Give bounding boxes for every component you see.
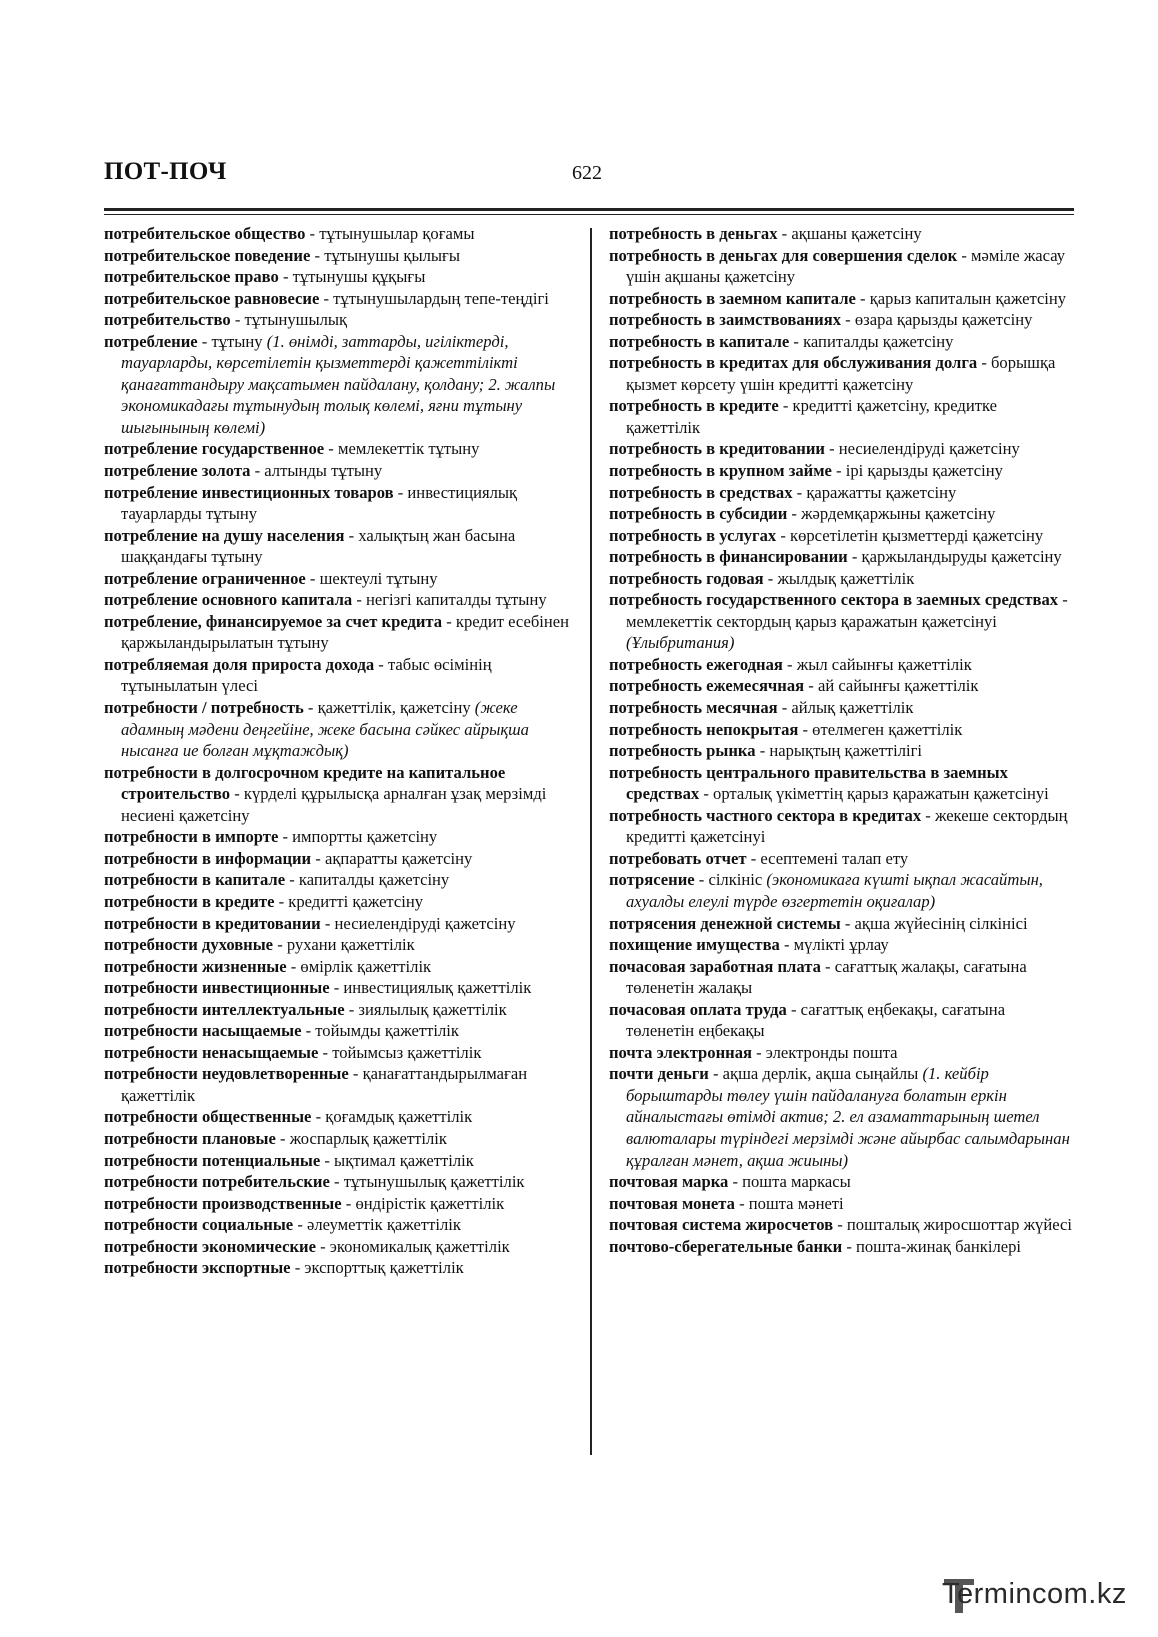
entry-note: (1. өнімді, заттарды, игіліктерді, тауарларды, көрсетілетін қызметтерді қажеттілікті қанағаттандыру мақсатымен пайдалану, қолдану; 2. жалпы экономикадағы тұтынудың толық көлемі, яғни тұтыну шығынының көлемі) xyxy=(121,331,556,437)
entry-definition: - тойымды қажеттілік xyxy=(301,1021,459,1041)
entry-definition: - рухани қажеттілік xyxy=(273,935,415,955)
entry-term: потребности в импорте xyxy=(104,827,279,847)
entry-term: потребность в субсидии xyxy=(609,504,788,524)
dictionary-entry xyxy=(104,288,570,310)
entry-term: потребности потенциальные xyxy=(104,1150,321,1170)
entry-definition: - пошталық жиросшоттар жүйесі xyxy=(833,1215,1072,1235)
dictionary-entry xyxy=(609,352,1075,395)
entry-definition: - импортты қажетсіну xyxy=(278,827,438,847)
entry-term: потребность в заемном капитале xyxy=(609,288,856,308)
entry-definition: - экспорттық қажеттілік xyxy=(290,1258,464,1278)
entry-term: потребность в средствах xyxy=(609,482,793,502)
entry-definition: - қоғамдық қажеттілік xyxy=(311,1107,473,1127)
entry-definition: - есептемені талап ету xyxy=(746,848,909,868)
entry-term: потребности потребительские xyxy=(104,1172,330,1192)
dictionary-entry xyxy=(609,223,1075,245)
dictionary-entry xyxy=(609,482,1075,504)
entry-term: потребности производственные xyxy=(104,1193,342,1213)
entry-definition: - шектеулі тұтыну xyxy=(305,568,438,588)
entry-term: почтовая монета xyxy=(609,1193,735,1213)
entry-term: потребительство xyxy=(104,310,231,330)
entry-term: почти деньги xyxy=(609,1064,709,1084)
entry-definition: - кредитті қажетсіну, кредитке қажеттілік xyxy=(626,396,997,437)
entry-term: потребительское общество xyxy=(104,224,306,243)
entry-term: потребление на душу населения xyxy=(104,525,345,545)
entry-definition: - сілкініс xyxy=(694,870,767,890)
entry-term: потребности социальные xyxy=(104,1215,294,1235)
entry-term: потребности насыщаемые xyxy=(104,1021,302,1041)
dictionary-entry xyxy=(104,913,570,935)
dictionary-column-right xyxy=(609,223,1075,1257)
dictionary-entry xyxy=(609,589,1075,654)
entry-term: потребности в капитале xyxy=(104,870,286,890)
dictionary-entry xyxy=(104,869,570,891)
dictionary-entry xyxy=(609,805,1075,848)
entry-definition: - электронды пошта xyxy=(751,1042,898,1062)
dictionary-entry xyxy=(609,438,1075,460)
header-rule xyxy=(104,208,1074,211)
entry-definition: - тұтыну xyxy=(197,331,267,351)
dictionary-entry xyxy=(104,654,570,697)
entry-term: потребности в кредите xyxy=(104,891,275,911)
dictionary-entry xyxy=(104,245,570,267)
entry-definition: - зиялылық қажеттілік xyxy=(344,999,507,1019)
entry-definition: - тұтынушылар қоғамы xyxy=(305,224,475,243)
entry-term: почасовая оплата труда xyxy=(609,999,787,1019)
entry-term: потребность ежегодная xyxy=(609,654,783,674)
entry-note: (экономикаға күшті ықпал жасайтын, ахуалды елеулі түрде өзгертетін оқиғалар) xyxy=(626,870,1043,911)
dictionary-entry xyxy=(104,1020,570,1042)
entry-term: потребность в кредите xyxy=(609,396,779,416)
entry-note: (жеке адамның мәдени деңгейіне, жеке басына сәйкес айрықша нысанға ие болған мұқтаждық) xyxy=(121,698,529,761)
page-number: 622 xyxy=(572,162,602,184)
entry-definition: - нарықтың қажеттілігі xyxy=(755,741,923,761)
entry-definition: - ақпаратты қажетсіну xyxy=(311,848,473,868)
entry-term: потребление золота xyxy=(104,461,251,481)
dictionary-entry xyxy=(104,1128,570,1150)
dictionary-entry xyxy=(104,1171,570,1193)
entry-definition: - несиелендіруді қажетсіну xyxy=(824,439,1020,459)
entry-definition: - ірі қарызды қажетсіну xyxy=(831,461,1003,481)
column-divider xyxy=(590,228,592,1455)
entry-definition: - тұтынушылық xyxy=(230,310,348,330)
entry-definition: - күрделі құрылысқа арналған ұзақ мерзімді несиені қажетсіну xyxy=(121,784,547,825)
dictionary-entry xyxy=(609,331,1075,353)
entry-definition: - мемлекеттік сектордың қарыз қаражатын қажетсінуі xyxy=(626,590,1068,631)
running-head: ПОТ-ПОЧ xyxy=(104,158,227,185)
entry-term: потребовать отчет xyxy=(609,848,747,868)
dictionary-entry xyxy=(104,223,570,245)
dictionary-entry xyxy=(609,245,1075,288)
dictionary-entry xyxy=(609,719,1075,741)
entry-definition: - ықтимал қажеттілік xyxy=(320,1150,474,1170)
entry-term: потребность частного сектора в кредитах xyxy=(609,805,922,825)
entry-definition: - несиелендіруді қажетсіну xyxy=(320,913,516,933)
entry-term: потребность в финансировании xyxy=(609,547,848,567)
dictionary-entry xyxy=(609,503,1075,525)
dictionary-entry xyxy=(609,1214,1075,1236)
entry-definition: - жыл сайынғы қажеттілік xyxy=(782,654,972,674)
dictionary-entry xyxy=(609,1042,1075,1064)
entry-definition: - кредит есебінен қаржыландырылатын тұтыну xyxy=(121,611,570,653)
dictionary-entry xyxy=(609,913,1075,935)
dictionary-entry xyxy=(104,331,570,439)
entry-term: потребность в кредитах для обслуживания долга xyxy=(609,353,978,373)
dictionary-entry xyxy=(104,1106,570,1128)
entry-term: похищение имущества xyxy=(609,935,780,955)
entry-definition: - қанағаттандырылмаған қажеттілік xyxy=(121,1064,528,1105)
entry-term: потребности в информации xyxy=(104,848,312,868)
entry-definition: - капиталды қажетсіну xyxy=(285,870,450,890)
entry-term: потребности в долгосрочном кредите на капитальное строительство xyxy=(104,762,506,804)
entry-definition: - қаржыландыруды қажетсіну xyxy=(847,547,1062,567)
dictionary-entry xyxy=(104,525,570,568)
entry-definition: - тұтынушы қылығы xyxy=(310,245,460,265)
entry-definition: - халықтың жан басына шаққандағы тұтыну xyxy=(121,525,516,567)
entry-definition: - жоспарлық қажеттілік xyxy=(275,1128,447,1148)
dictionary-entry xyxy=(104,1150,570,1172)
dictionary-entry xyxy=(104,482,570,525)
entry-definition: - айлық қажеттілік xyxy=(777,698,914,718)
entry-note: (Ұлыбритания) xyxy=(626,633,735,653)
entry-term: потрясение xyxy=(609,870,695,890)
entry-definition: - жылдық қажеттілік xyxy=(763,568,915,588)
entry-term: потребности экономические xyxy=(104,1236,316,1256)
entry-definition: - көрсетілетін қызметтерді қажетсіну xyxy=(776,525,1044,545)
dictionary-entry xyxy=(104,891,570,913)
dictionary-entry xyxy=(104,848,570,870)
entry-definition: - жәрдемқаржыны қажетсіну xyxy=(787,504,996,524)
entry-term: потребности духовные xyxy=(104,935,274,955)
dictionary-entry xyxy=(104,977,570,999)
entry-definition: - мәміле жасау үшін ақшаны қажетсіну xyxy=(626,245,1066,287)
entry-definition: - негізгі капиталды тұтыну xyxy=(352,590,547,610)
dictionary-entry xyxy=(609,740,1075,762)
dictionary-entry xyxy=(609,460,1075,482)
entry-term: потребление xyxy=(104,331,198,351)
dictionary-entry xyxy=(104,956,570,978)
entry-term: почасовая заработная плата xyxy=(609,956,821,976)
entry-definition: - өмірлік қажеттілік xyxy=(286,956,432,976)
entry-definition: - пошта мәнеті xyxy=(734,1193,844,1213)
entry-term: потребность в деньгах для совершения сделок xyxy=(609,245,958,265)
entry-term: потребность рынка xyxy=(609,741,756,761)
entry-definition: - орталық үкіметтің қарыз қаражатын қажетсінуі xyxy=(699,784,1049,804)
entry-term: почтово-сберегательные банки xyxy=(609,1236,843,1256)
dictionary-entry xyxy=(104,826,570,848)
dictionary-entry xyxy=(609,1193,1075,1215)
entry-definition: - өндірістік қажеттілік xyxy=(341,1193,505,1213)
entry-term: потребность непокрытая xyxy=(609,719,799,739)
entry-term: потребности плановые xyxy=(104,1128,276,1148)
dictionary-entry xyxy=(104,309,570,331)
entry-definition: - кредитті қажетсіну xyxy=(274,891,424,911)
entry-definition: - қарыз капиталын қажетсіну xyxy=(855,288,1067,308)
entry-definition: - тұтынушы құқығы xyxy=(278,267,426,287)
entry-term: потребление основного капитала xyxy=(104,590,353,610)
dictionary-entry xyxy=(609,654,1075,676)
dictionary-entry xyxy=(609,395,1075,438)
entry-term: потрясения денежной системы xyxy=(609,913,841,933)
entry-definition: - экономикалық қажеттілік xyxy=(315,1236,510,1256)
dictionary-entry xyxy=(104,1236,570,1258)
dictionary-entry xyxy=(609,1171,1075,1193)
entry-definition: - тұтынушылық қажеттілік xyxy=(329,1172,525,1192)
dictionary-entry xyxy=(104,999,570,1021)
entry-definition: - жекеше сектордың кредитті қажетсінуі xyxy=(626,805,1068,847)
entry-term: потребность в капитале xyxy=(609,331,790,351)
dictionary-entry xyxy=(104,568,570,590)
entry-term: почта электронная xyxy=(609,1042,752,1062)
entry-term: потребительское равновесие xyxy=(104,288,320,308)
entry-term: потребность месячная xyxy=(609,698,778,718)
entry-definition: - пошта маркасы xyxy=(728,1172,851,1192)
entry-term: потребности / потребность xyxy=(104,698,304,718)
entry-definition: - өзара қарызды қажетсіну xyxy=(841,310,1033,330)
entry-term: потребности экспортные xyxy=(104,1258,291,1278)
entry-definition: - ақша жүйесінің сілкінісі xyxy=(840,913,1028,933)
dictionary-entry xyxy=(609,288,1075,310)
entry-definition: - сағаттық еңбекақы, сағатына төленетін еңбекақы xyxy=(626,999,1006,1041)
dictionary-entry xyxy=(104,1042,570,1064)
entry-definition: - инвестициялық қажеттілік xyxy=(329,978,532,998)
dictionary-entry xyxy=(609,869,1075,912)
dictionary-entry xyxy=(609,848,1075,870)
entry-definition: - мемлекеттік тұтыну xyxy=(324,439,480,459)
entry-term: потребление инвестиционных товаров xyxy=(104,482,394,502)
watermark-text: Termincom.kz xyxy=(942,1578,1127,1610)
dictionary-entry xyxy=(104,460,570,482)
dictionary-entry xyxy=(609,309,1075,331)
entry-definition: - ақшаны қажетсіну xyxy=(777,224,922,243)
entry-term: потребительское поведение xyxy=(104,245,311,265)
dictionary-entry xyxy=(104,762,570,827)
entry-term: потребность центрального правительства в заемных средствах xyxy=(609,762,1008,804)
dictionary-entry xyxy=(104,611,570,654)
entry-term: потребности жизненные xyxy=(104,956,287,976)
dictionary-entry xyxy=(104,266,570,288)
entry-definition: - тойымсыз қажеттілік xyxy=(318,1042,482,1062)
entry-definition: - тұтынушылардың тепе-теңдігі xyxy=(319,288,549,308)
entry-term: почтовая система жиросчетов xyxy=(609,1215,834,1235)
entry-term: потребление ограниченное xyxy=(104,568,306,588)
dictionary-entry xyxy=(609,546,1075,568)
entry-term: потребности неудовлетворенные xyxy=(104,1064,349,1084)
dictionary-column-left xyxy=(104,223,570,1279)
dictionary-entry xyxy=(104,1257,570,1279)
dictionary-entry xyxy=(609,934,1075,956)
entry-definition: - сағаттық жалақы, сағатына төленетін жалақы xyxy=(626,956,1027,998)
entry-term: потребности в кредитовании xyxy=(104,913,321,933)
entry-term: потребность в заимствованиях xyxy=(609,310,842,330)
entry-definition: - ақша дерлік, ақша сыңайлы xyxy=(708,1064,923,1084)
entry-term: потребность государственного сектора в заемных средствах xyxy=(609,590,1059,610)
entry-note: (1. кейбір борыштарды төлеу үшін пайдалануға болатын еркін айналыстағы өтімді актив; 2. ел азаматтарының шетел валюталары түріндегі мерзімді және айырбас салымдарынан құралған мәнет, ақша жиыны) xyxy=(626,1064,1070,1170)
dictionary-entry xyxy=(104,589,570,611)
entry-term: потребность годовая xyxy=(609,568,764,588)
entry-term: потребности инвестиционные xyxy=(104,978,330,998)
entry-term: потребность в деньгах xyxy=(609,224,778,243)
entry-definition: - әлеуметтік қажеттілік xyxy=(293,1215,461,1235)
dictionary-entry xyxy=(104,934,570,956)
dictionary-entry xyxy=(609,1236,1075,1258)
dictionary-entry xyxy=(609,1063,1075,1171)
entry-term: потребности общественные xyxy=(104,1107,312,1127)
entry-definition: - өтелмеген қажеттілік xyxy=(798,719,963,739)
dictionary-entry xyxy=(104,1193,570,1215)
dictionary-entry xyxy=(609,525,1075,547)
entry-term: почтовая марка xyxy=(609,1172,729,1192)
entry-definition: - пошта-жинақ банкілері xyxy=(842,1236,1022,1256)
entry-term: потребность ежемесячная xyxy=(609,676,805,696)
dictionary-entry xyxy=(609,568,1075,590)
entry-term: потребительское право xyxy=(104,267,279,287)
entry-definition: - мүлікті ұрлау xyxy=(779,935,889,955)
entry-definition: - борышқа қызмет көрсету үшін кредитті қажетсіну xyxy=(626,353,1056,394)
dictionary-entry xyxy=(104,1063,570,1106)
entry-definition: - ай сайынғы қажеттілік xyxy=(804,676,979,696)
entry-term: потребность в кредитовании xyxy=(609,439,825,459)
dictionary-entry xyxy=(104,438,570,460)
entry-term: потребности ненасыщаемые xyxy=(104,1042,319,1062)
entry-term: потребности интеллектуальные xyxy=(104,999,345,1019)
dictionary-entry xyxy=(609,762,1075,805)
entry-definition: - табыс өсімінің тұтынылатын үлесі xyxy=(121,654,492,696)
dictionary-entry xyxy=(609,956,1075,999)
entry-definition: - капиталды қажетсіну xyxy=(789,331,954,351)
dictionary-entry xyxy=(609,999,1075,1042)
entry-term: потребность в крупном займе xyxy=(609,461,832,481)
dictionary-entry xyxy=(104,1214,570,1236)
entry-term: потребность в услугах xyxy=(609,525,777,545)
header-rule-thin xyxy=(104,214,1074,215)
entry-definition: - қажеттілік, қажетсіну xyxy=(303,698,475,718)
entry-term: потребление государственное xyxy=(104,439,325,459)
entry-term: потребляемая доля прироста дохода xyxy=(104,654,375,674)
entry-definition: - қаражатты қажетсіну xyxy=(792,482,957,502)
dictionary-entry xyxy=(609,675,1075,697)
dictionary-entry xyxy=(609,697,1075,719)
entry-definition: - инвестициялық тауарларды тұтыну xyxy=(121,482,518,524)
entry-term: потребление, финансируемое за счет кредита xyxy=(104,611,443,631)
entry-definition: - алтынды тұтыну xyxy=(250,461,383,481)
dictionary-entry xyxy=(104,697,570,762)
